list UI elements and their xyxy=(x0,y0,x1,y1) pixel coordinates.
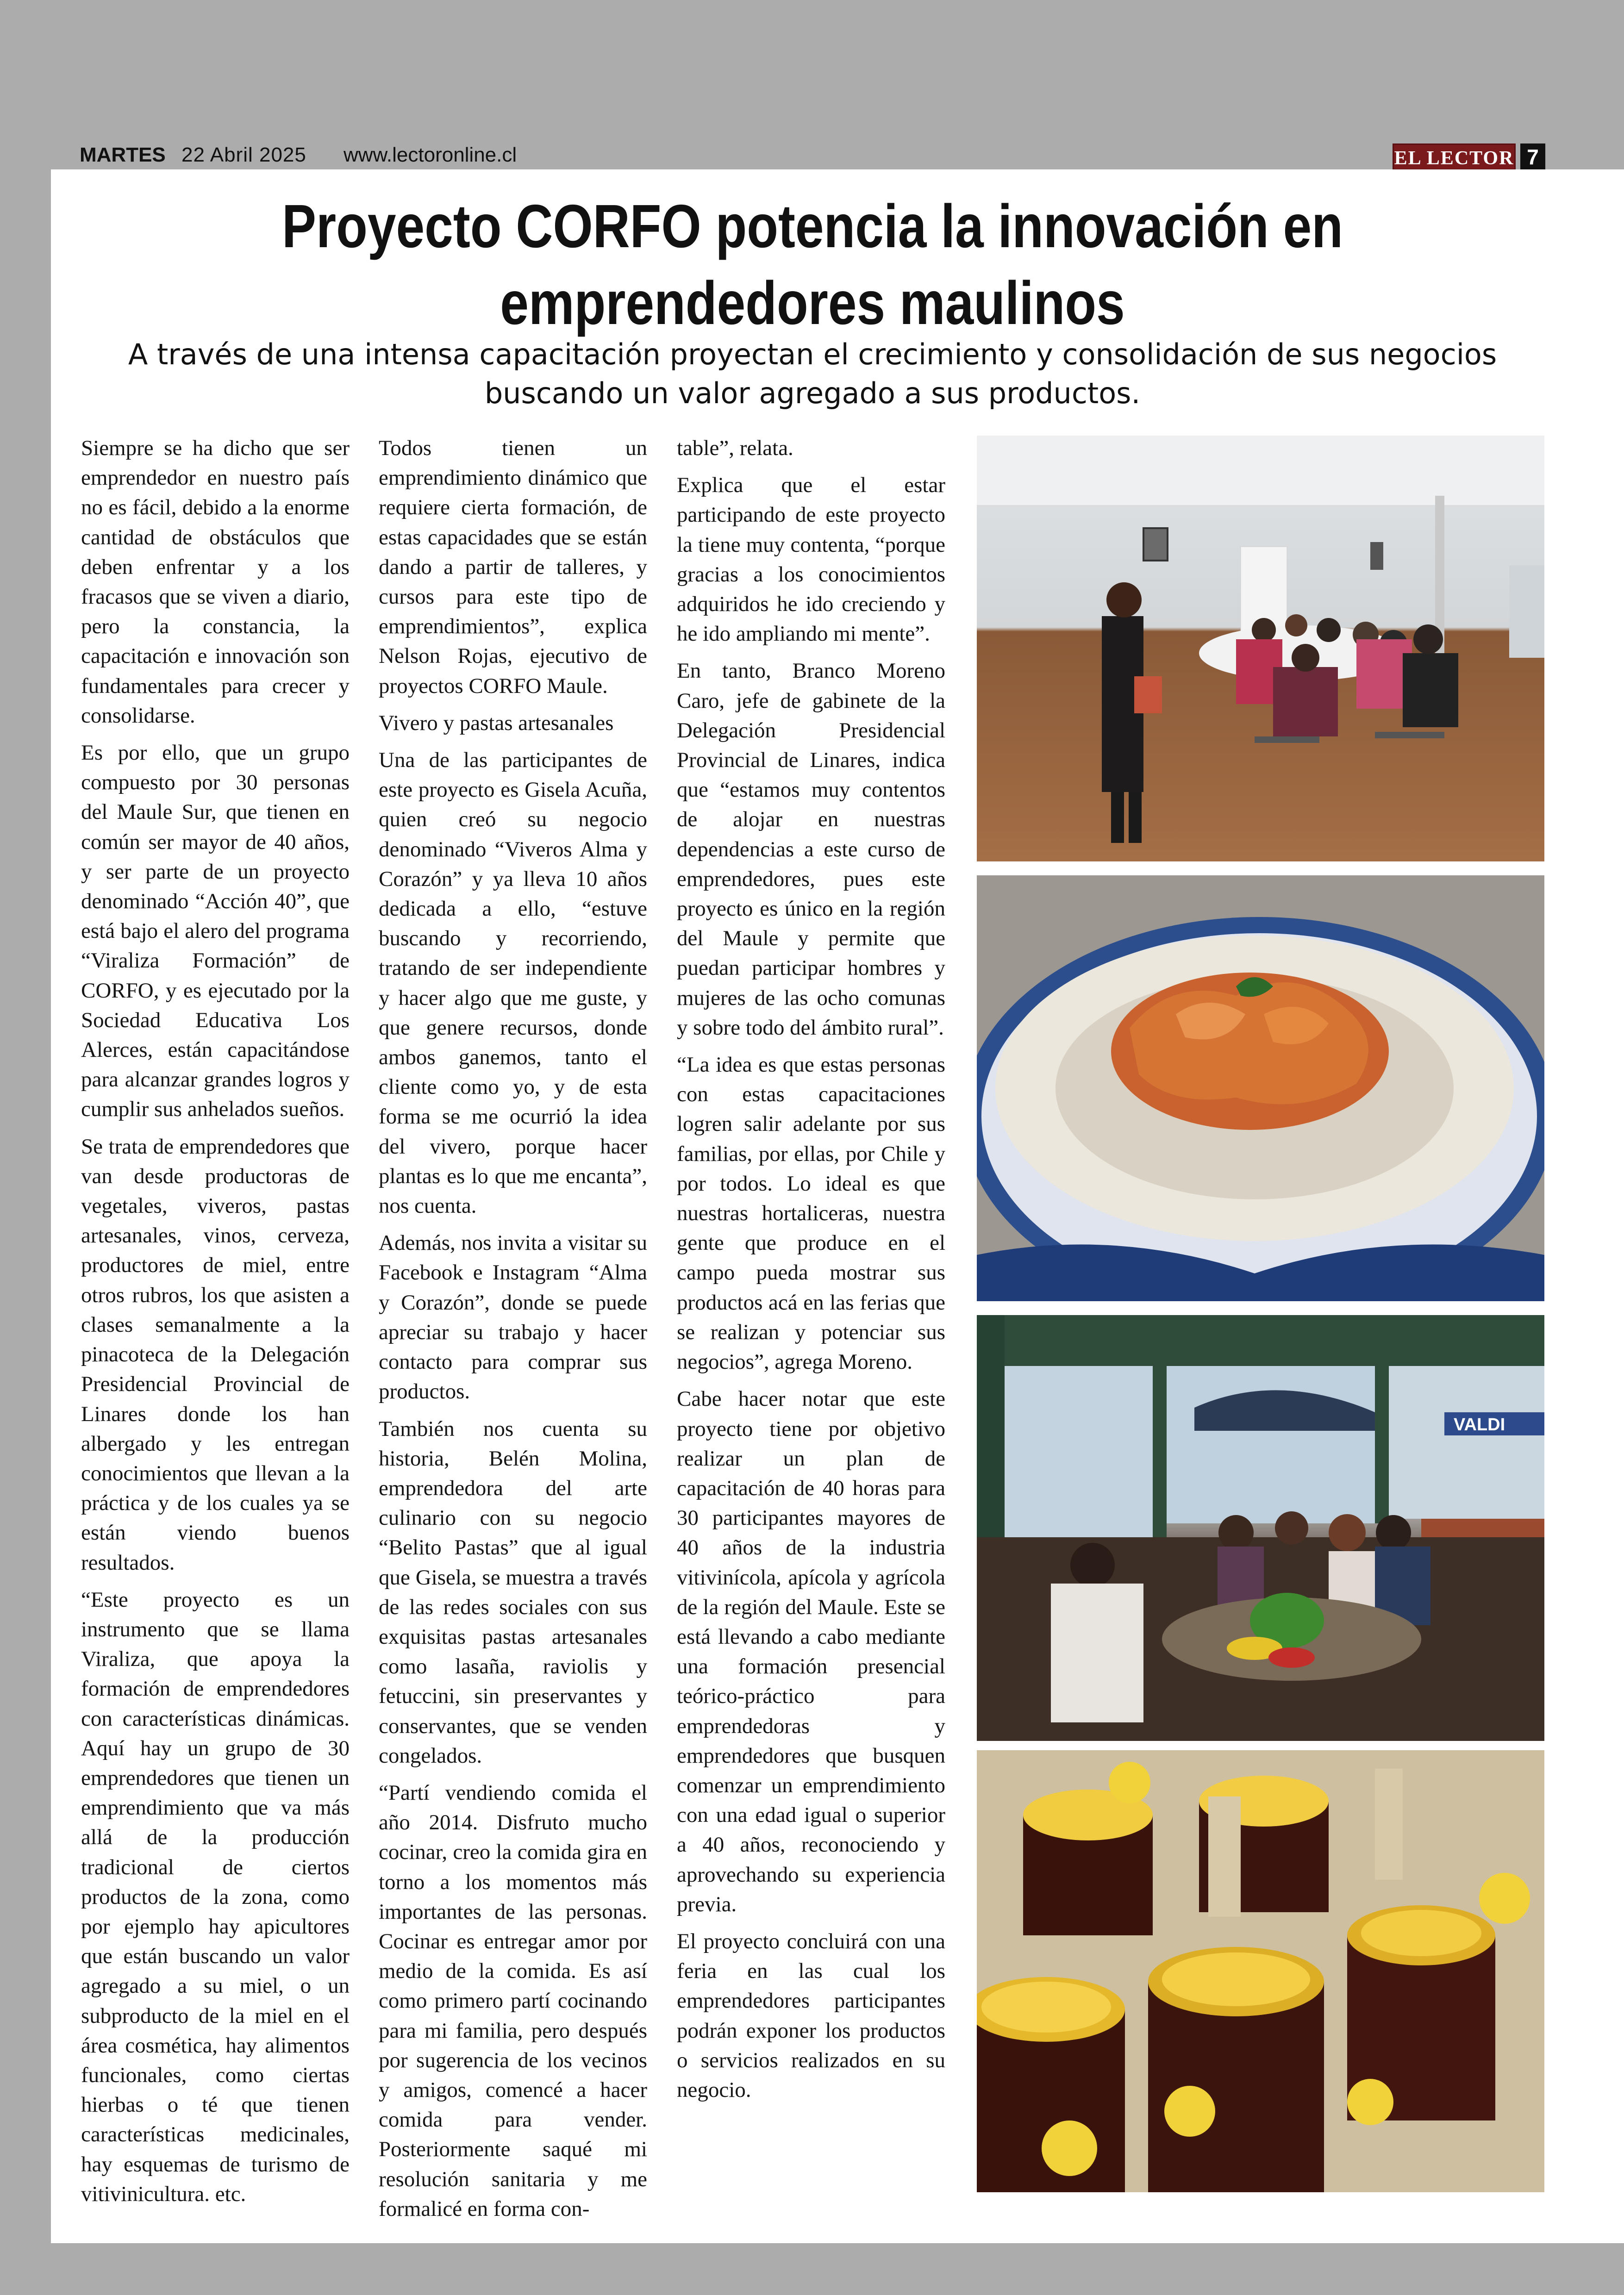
paragraph: Además, nos invita a visitar su Facebook e Instagram “Alma y Corazón”, donde se puede apreciar su trabajo y hacer contacto para comprar sus productos. xyxy=(379,1231,647,1404)
restaurant-illustration xyxy=(977,1315,1544,1741)
article-subtitle: A través de una intensa capacitación proyectan el crecimiento y consolidación de sus negocios buscando un valor agregado a sus productos. xyxy=(128,337,1497,410)
paragraph: En tanto, Branco Moreno Caro, jefe de gabinete de la Delegación Presidencial Provincial de Linares, indica que “estamos muy contentos de alojar en nuestras dependencias a este curso de emprendedores, pues este proyecto es único en la región del Maule y permite que puedan participar hombres y mujeres de las ocho comunas y sobre todo del ámbito rural”. xyxy=(677,659,945,1040)
restaurant-photo xyxy=(977,1315,1544,1741)
paragraph: “Este proyecto es un instrumento que se llama Viraliza, que apoya la formación de emprendedores con características dinámicas. Aquí hay un grupo de 30 emprendedores que tienen un emprendimiento que va más allá de la producción tradicional de ciertos productos de la zona, como por ejemplo hay apicultores que están buscando un valor agregado a su miel, o un subproducto de la miel en el área cosmética, hay alimentos funcionales, como ciertas hierbas o té que tienen características medicinales, hay esquemas de turismo de vitivinicultura. etc. xyxy=(81,1587,350,2206)
paragraph: Es por ello, que un grupo compuesto por 30 personas del Maule Sur, que tienen en común ser mayor de 40 años, y ser parte de un proyecto denominado “Acción 40”, que está bajo el alero del programa “Viraliza Formación” de CORFO, y es ejecutado por la Sociedad Educativa Los Alerces, están capacitándose para alcanzar grandes logros y cumplir sus anhelados sueños. xyxy=(81,741,350,1122)
paragraph: También nos cuenta su historia, Belén Molina, emprendedora del arte culinario con su negocio “Belito Pastas” que al igual que Gisela, se muestra a través de las redes sociales con sus exquisitas pastas artesanales como lasaña, raviolis y fetuccini, sin preservantes y conservantes, que se venden congelados. xyxy=(379,1416,647,1768)
honey-jars-illustration xyxy=(977,1750,1544,2192)
article-column-3 xyxy=(677,433,945,2112)
paragraph: Se trata de emprendedores que van desde productoras de vegetales, viveros, pastas artesanales, vinos, cerveza, productores de miel, entre otros rubros, los que asisten a clases semanalmente a la pinacoteca de la Delegación Presidencial Provincial de Linares donde los han albergado y les entregan conocimientos que llevan a la práctica y de los cuales ya se están viendo buenos resultados. xyxy=(81,1134,350,1575)
paragraph: Una de las participantes de este proyecto es Gisela Acuña, quien creó su negocio denominado “Viveros Alma y Corazón” y ya lleva 10 años dedicada a ello, “estuve buscando y recorriendo, tratando de ser independiente y hacer algo que me guste, y que genere recursos, donde ambos ganemos, tanto el cliente como yo, y de esta forma se me ocurrió la idea del vivero, porque hacer plantas es lo que me encanta”, nos cuenta. xyxy=(379,748,647,1218)
paragraph: Cabe hacer notar que este proyecto tiene por objetivo realizar un plan de capacitación de 40 horas para 30 participantes mayores de 40 años de la industria vitivinícola, apícola y agrícola de la región del Maule. Este se está llevando a cabo mediante una formación presencial teórico-práctico para emprendedoras y emprendedores que busquen comenzar un emprendimiento con una edad igual o superior a 40 años, reconociendo y aprovechando su experiencia previa. xyxy=(677,1387,945,1916)
article-column-1 xyxy=(81,433,350,2216)
classroom-photo xyxy=(977,436,1544,861)
article-title: Proyecto CORFO potencia la innovación en emprendedores maulinos xyxy=(282,192,1343,337)
page-sheet xyxy=(51,169,1624,2243)
section-subheading: Vivero y pastas artesanales xyxy=(379,711,614,735)
paragraph: “La idea es que estas personas con estas capacitaciones logren salir adelante por sus familias, por ellas, por Chile y por todos. Lo ideal es que nuestras hortaliceras, nuestra gente que produce en el campo pueda mostrar sus productos acá en las ferias que se realizan y potenciar sus negocios”, agrega Moreno. xyxy=(677,1053,945,1374)
paragraph: Explica que el estar participando de este proyecto la tiene muy contenta, “porque gracias a los conocimientos adquiridos he ido creciendo y he ido ampliando mi mente”. xyxy=(677,473,945,646)
article-column-2 xyxy=(379,433,647,2231)
paragraph: table”, relata. xyxy=(677,436,793,460)
header-day: MARTES xyxy=(80,143,166,166)
paragraph: Siempre se ha dicho que ser emprendedor en nuestro país no es fácil, debido a la enorme cantidad de obstáculos que deben enfrentar y a los fracasos que se viven a diario, pero la constancia, la capacitación e innovación son fundamentales para crecer y consolidarse. xyxy=(81,436,350,728)
page-number: 7 xyxy=(1520,143,1545,170)
header-date: 22 Abril 2025 xyxy=(181,143,306,166)
honey-jars-photo xyxy=(977,1750,1544,2192)
paragraph: “Partí vendiendo comida el año 2014. Disfruto mucho cocinar, creo la comida gira en torno a los momentos más importantes de las personas. Cocinar es entregar amor por medio de la comida. Es así como primero partí cocinando para mi familia, pero después por sugerencia de los vecinos y amigos, comencé a hacer comida para vender. Posteriormente saqué mi resolución sanitaria y me formalicé en forma con- xyxy=(379,1780,647,2221)
ravioli-illustration xyxy=(977,875,1544,1301)
honey-jar xyxy=(1148,1947,1324,2192)
ravioli-photo xyxy=(977,875,1544,1301)
paragraph: Todos tienen un emprendimiento dinámico que requiere cierta formación, de estas capacidades que se están dando a partir de talleres, y cursos para este tipo de emprendimientos”, explica Nelson Rojas, ejecutivo de proyectos CORFO Maule. xyxy=(379,436,647,698)
header-url[interactable]: www.lectoronline.cl xyxy=(344,143,517,166)
page-header xyxy=(80,143,1545,169)
paragraph: El proyecto concluirá con una feria en las cual los emprendedores participantes podrán exponer los productos o servicios realizados en su negocio. xyxy=(677,1929,945,2102)
newspaper-logo: EL LECTOR xyxy=(1393,143,1516,170)
honey-jar xyxy=(1023,1790,1153,1935)
classroom-illustration xyxy=(977,436,1544,861)
restaurant-sign-text: VALDI xyxy=(1454,1415,1505,1434)
